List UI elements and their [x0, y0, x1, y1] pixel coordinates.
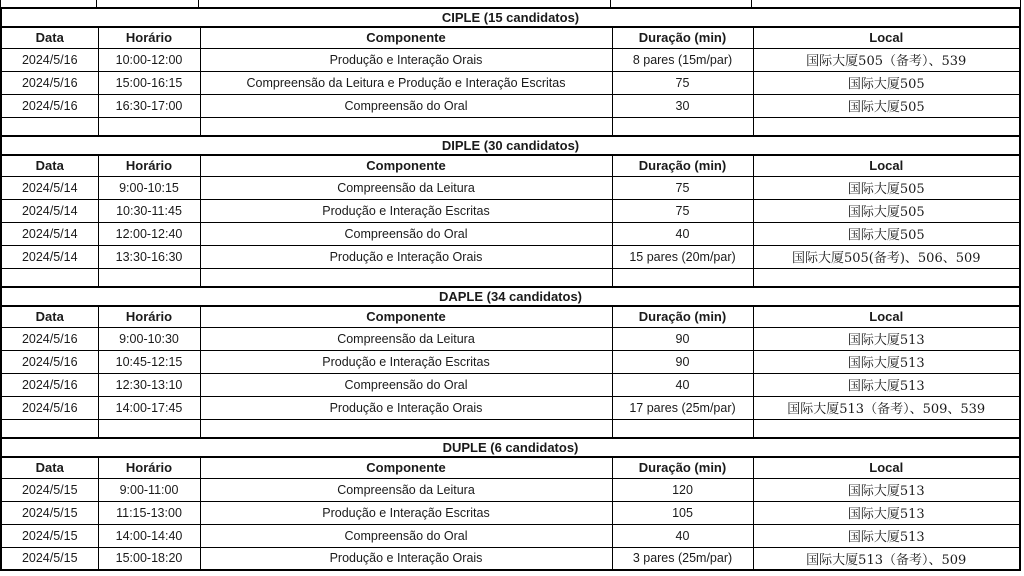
col-header-duracao: Duração (min)	[612, 27, 753, 48]
cell-horario: 10:30-11:45	[98, 199, 200, 222]
empty-cell	[98, 268, 200, 287]
col-header-duracao: Duração (min)	[612, 457, 753, 478]
col-header-local: Local	[753, 27, 1020, 48]
cell-componente: Compreensão da Leitura e Produção e Interação Escritas	[200, 71, 612, 94]
empty-cell	[1, 117, 98, 136]
section-title-duple: DUPLE (6 candidatos)	[1, 438, 1020, 457]
table-row	[1, 8, 1020, 27]
col-header-local: Local	[753, 306, 1020, 327]
cell-data: 2024/5/16	[1, 71, 98, 94]
cell-componente: Produção e Interação Orais	[200, 48, 612, 71]
cell-duracao: 40	[612, 373, 753, 396]
cell-componente: Compreensão da Leitura	[200, 478, 612, 501]
table-row	[1, 27, 1020, 48]
cell-horario: 10:00-12:00	[98, 48, 200, 71]
cell-componente: Produção e Interação Orais	[200, 547, 612, 570]
section-title-ciple: CIPLE (15 candidatos)	[1, 8, 1020, 27]
table-row	[1, 373, 1020, 396]
cell-data: 2024/5/14	[1, 222, 98, 245]
cell-horario: 9:00-11:00	[98, 478, 200, 501]
empty-cell	[753, 268, 1020, 287]
clipped-cell	[199, 0, 611, 7]
table-row	[1, 396, 1020, 419]
cell-duracao: 15 pares (20m/par)	[612, 245, 753, 268]
col-header-duracao: Duração (min)	[612, 306, 753, 327]
cell-componente: Compreensão do Oral	[200, 524, 612, 547]
cell-local: 国际大厦513	[753, 478, 1020, 501]
cell-data: 2024/5/14	[1, 199, 98, 222]
clipped-cell	[0, 0, 97, 7]
cell-horario: 10:45-12:15	[98, 350, 200, 373]
col-header-componente: Componente	[200, 27, 612, 48]
cell-horario: 14:00-14:40	[98, 524, 200, 547]
cell-data: 2024/5/16	[1, 373, 98, 396]
table-row	[1, 71, 1020, 94]
empty-cell	[1, 419, 98, 438]
table-row	[1, 117, 1020, 136]
clipped-row	[0, 0, 1021, 7]
cell-duracao: 75	[612, 176, 753, 199]
cell-horario: 12:00-12:40	[98, 222, 200, 245]
table-row	[1, 176, 1020, 199]
clipped-cell	[752, 0, 1021, 7]
cell-data: 2024/5/16	[1, 48, 98, 71]
table-row	[1, 524, 1020, 547]
cell-data: 2024/5/16	[1, 327, 98, 350]
cell-local: 国际大厦513（备考）、509	[753, 547, 1020, 570]
col-header-componente: Componente	[200, 155, 612, 176]
cell-data: 2024/5/14	[1, 245, 98, 268]
cell-duracao: 105	[612, 501, 753, 524]
cell-local: 国际大厦505	[753, 94, 1020, 117]
cell-local: 国际大厦505	[753, 222, 1020, 245]
empty-cell	[200, 268, 612, 287]
cell-local: 国际大厦513	[753, 327, 1020, 350]
cell-horario: 9:00-10:15	[98, 176, 200, 199]
cell-duracao: 90	[612, 327, 753, 350]
cell-horario: 15:00-16:15	[98, 71, 200, 94]
cell-componente: Produção e Interação Orais	[200, 245, 612, 268]
col-header-componente: Componente	[200, 457, 612, 478]
cell-duracao: 90	[612, 350, 753, 373]
table-row	[1, 136, 1020, 155]
cell-local: 国际大厦505	[753, 199, 1020, 222]
cell-horario: 16:30-17:00	[98, 94, 200, 117]
empty-cell	[200, 117, 612, 136]
cell-duracao: 120	[612, 478, 753, 501]
cell-local: 国际大厦513	[753, 373, 1020, 396]
table-row	[1, 501, 1020, 524]
cell-duracao: 17 pares (25m/par)	[612, 396, 753, 419]
table-row	[1, 222, 1020, 245]
table-row	[1, 199, 1020, 222]
clipped-cell	[611, 0, 752, 7]
cell-data: 2024/5/15	[1, 501, 98, 524]
cell-componente: Compreensão da Leitura	[200, 327, 612, 350]
empty-cell	[1, 268, 98, 287]
section-title-daple: DAPLE (34 candidatos)	[1, 287, 1020, 306]
empty-cell	[612, 419, 753, 438]
cell-duracao: 3 pares (25m/par)	[612, 547, 753, 570]
empty-cell	[612, 117, 753, 136]
table-row	[1, 478, 1020, 501]
cell-componente: Produção e Interação Escritas	[200, 199, 612, 222]
cell-horario: 13:30-16:30	[98, 245, 200, 268]
table-row	[1, 438, 1020, 457]
table-row	[1, 327, 1020, 350]
cell-componente: Compreensão da Leitura	[200, 176, 612, 199]
col-header-horario: Horário	[98, 155, 200, 176]
table-row	[1, 547, 1020, 570]
cell-local: 国际大厦513	[753, 501, 1020, 524]
cell-componente: Produção e Interação Orais	[200, 396, 612, 419]
table-row	[1, 155, 1020, 176]
table-row	[1, 457, 1020, 478]
col-header-local: Local	[753, 457, 1020, 478]
cell-local: 国际大厦505	[753, 71, 1020, 94]
col-header-horario: Horário	[98, 457, 200, 478]
cell-duracao: 30	[612, 94, 753, 117]
col-header-data: Data	[1, 306, 98, 327]
cell-data: 2024/5/16	[1, 94, 98, 117]
cell-duracao: 40	[612, 222, 753, 245]
cell-duracao: 8 pares (15m/par)	[612, 48, 753, 71]
cell-local: 国际大厦505（备考）、539	[753, 48, 1020, 71]
empty-cell	[753, 117, 1020, 136]
cell-local: 国际大厦513	[753, 350, 1020, 373]
cell-componente: Compreensão do Oral	[200, 94, 612, 117]
empty-cell	[200, 419, 612, 438]
cell-horario: 14:00-17:45	[98, 396, 200, 419]
cell-data: 2024/5/16	[1, 396, 98, 419]
cell-componente: Produção e Interação Escritas	[200, 350, 612, 373]
exam-schedule-table	[0, 7, 1021, 571]
cell-local: 国际大厦505	[753, 176, 1020, 199]
cell-local: 国际大厦513（备考）、509、539	[753, 396, 1020, 419]
cell-horario: 9:00-10:30	[98, 327, 200, 350]
cell-horario: 15:00-18:20	[98, 547, 200, 570]
cell-local: 国际大厦513	[753, 524, 1020, 547]
table-row	[1, 245, 1020, 268]
cell-componente: Compreensão do Oral	[200, 373, 612, 396]
col-header-horario: Horário	[98, 306, 200, 327]
cell-data: 2024/5/15	[1, 547, 98, 570]
col-header-componente: Componente	[200, 306, 612, 327]
table-row	[1, 306, 1020, 327]
table-row	[1, 268, 1020, 287]
col-header-data: Data	[1, 457, 98, 478]
cell-componente: Compreensão do Oral	[200, 222, 612, 245]
cell-data: 2024/5/15	[1, 524, 98, 547]
col-header-horario: Horário	[98, 27, 200, 48]
cell-componente: Produção e Interação Escritas	[200, 501, 612, 524]
empty-cell	[753, 419, 1020, 438]
cell-horario: 12:30-13:10	[98, 373, 200, 396]
cell-data: 2024/5/14	[1, 176, 98, 199]
cell-duracao: 75	[612, 71, 753, 94]
empty-cell	[98, 117, 200, 136]
col-header-data: Data	[1, 155, 98, 176]
table-row	[1, 94, 1020, 117]
cell-horario: 11:15-13:00	[98, 501, 200, 524]
table-row	[1, 419, 1020, 438]
cell-data: 2024/5/15	[1, 478, 98, 501]
table-row	[1, 350, 1020, 373]
empty-cell	[612, 268, 753, 287]
col-header-data: Data	[1, 27, 98, 48]
table-row	[1, 48, 1020, 71]
cell-local: 国际大厦505(备考)、506、509	[753, 245, 1020, 268]
col-header-local: Local	[753, 155, 1020, 176]
clipped-cell	[97, 0, 199, 7]
cell-duracao: 40	[612, 524, 753, 547]
col-header-duracao: Duração (min)	[612, 155, 753, 176]
cell-duracao: 75	[612, 199, 753, 222]
cell-data: 2024/5/16	[1, 350, 98, 373]
section-title-diple: DIPLE (30 candidatos)	[1, 136, 1020, 155]
empty-cell	[98, 419, 200, 438]
table-row	[1, 287, 1020, 306]
